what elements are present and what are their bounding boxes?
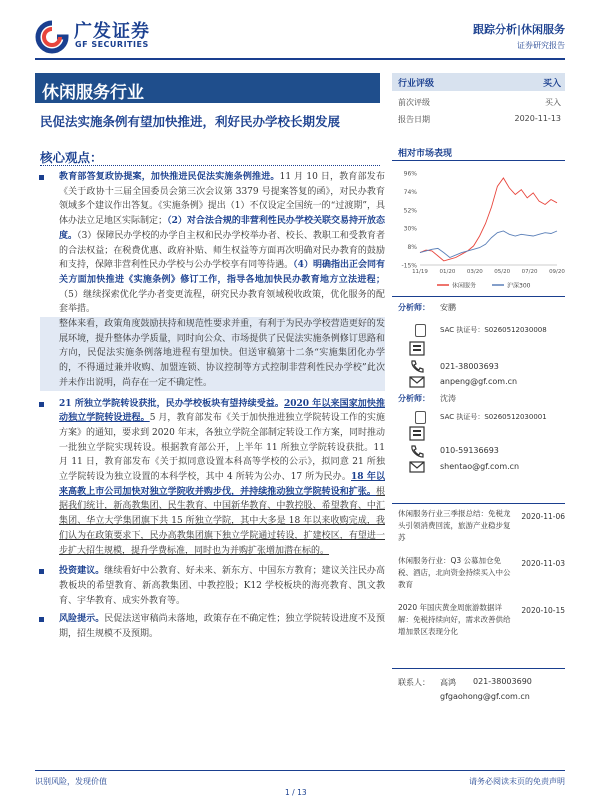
legend-label: 沪深300 (507, 282, 531, 290)
y-tick-label: 52% (403, 207, 417, 215)
paragraph-lead: 风险提示。 (59, 614, 105, 625)
related-report-date: 2020-11-06 (521, 512, 565, 521)
main-body (40, 170, 385, 642)
bullet-icon (39, 569, 44, 574)
paragraph-lead: 投资建议。 (59, 566, 105, 577)
analyst-role: 分析师： (398, 394, 430, 403)
paragraph-summary: 整体来看，政策角度鼓励扶持和规范性要求并重，有利于为民办学校营造更好的发展环境，提升整体办学质量，同时向公众、市场提供了民促法实施条例修订思路和方向，民促法实施条例落地进程有望加快。但送审稿第十二条“实施集团化办学的，不得通过兼并收购、加盟连锁、协议控制等方式控制非营利性民办学校”此次并未作出说明，尚存在一定不确定性。 (40, 317, 385, 391)
paragraph-lead: 21 所独立学院转设获批，民办学校板块有望持续受益。 (59, 398, 285, 409)
related-report-title[interactable]: 休闲服务行业三季报总结：免税龙头引领消费回流，旅游产业稳步复苏 (398, 509, 511, 542)
paragraph-text: 继续看好中公教育、好未来、新东方、中国东方教育；建议关注民办高教板块的希望教育、新高教集团、中教控股；K12 学校板块的海亮教育、凯文教育、宇华教育、成实外教育等。 (59, 566, 385, 606)
contact-phone: 021-38003690 (473, 677, 532, 686)
id-card-icon (409, 341, 425, 356)
y-tick-label: 30% (403, 225, 417, 233)
series-line (420, 178, 557, 261)
x-tick-label: 03/20 (466, 269, 483, 275)
prev-rating-value: 买入 (545, 98, 561, 107)
section-divider (392, 160, 565, 161)
y-tick-label: 96% (403, 170, 417, 178)
header-divider (35, 58, 565, 60)
paragraph-text: 民促法送审稿尚未落地，政策存在不确定性；独立学院转设进度不及预期，招生规模不及预期。 (59, 614, 385, 640)
y-tick-label: -15% (401, 262, 417, 270)
logo-english-text: GF SECURITIES (75, 40, 149, 49)
paragraph-investment (40, 564, 385, 608)
legend-label: 休闲服务 (452, 282, 477, 290)
section-divider (392, 668, 565, 669)
phone-icon (409, 444, 425, 459)
id-card-icon (409, 426, 425, 441)
report-title: 休闲服务行业 (42, 83, 144, 103)
rating-value: 买入 (542, 79, 561, 89)
paragraph-text: 5 月，教育部发布《关于加快推进独立学院转设工作的实施方案》的通知，要求到 2020 年末，各独立学院全部制定转设工作方案，同时推动一批独立学院实现转设。根据教育部公开，上半年 11 所独立学院转设获批。11 月 11 日，教育部发布《关于拟同意设置本科高等学校的公示》，拟同意 21 所独立学院转设为独立设置的本科学校，其中 4 所转为公办、17 所为民办。 (59, 413, 385, 483)
series-line (420, 231, 557, 258)
bullet-icon (39, 617, 44, 622)
section-divider (392, 503, 565, 504)
x-tick-label: 07/20 (521, 269, 538, 275)
x-tick-label: 01/20 (439, 269, 456, 275)
analyst-name: 沈涛 (440, 394, 456, 403)
paragraph-text: 根据我们统计，新高教集团、民生教育、中国新华教育、中教控股、希望教育、中汇集团、华立大学集团旗下共 15 所独立学院，其中大多是 18 年以来收购完成，我们认为在政策要求下，民办高教集团旗下独立学院通过转设，扩建校区，有望进一步扩大招生规模，提升学费标准，同时也为并购扩张增加潜在标的。 (59, 486, 385, 556)
paragraph-risk (40, 612, 385, 641)
related-report-date: 2020-11-03 (521, 559, 565, 568)
analyst-email: anpeng@gf.com.cn (440, 377, 518, 386)
core-views-heading: 核心观点： (40, 150, 103, 165)
paragraph-colleges (40, 397, 385, 559)
footer-divider (35, 770, 565, 771)
rating-label: 行业评级 (398, 79, 435, 89)
analyst-phone: 010-59136693 (440, 446, 499, 455)
analyst-sac: SAC 执证号：S0260512030001 (440, 413, 547, 421)
paragraph-emphasis: （4）明确指出正会同有关方面加快推进《实施条例》修订工作，指导各地加快民办教育地方立法进程； (59, 260, 385, 285)
contact-name: 高鸿 (440, 678, 456, 687)
relative-performance-chart (392, 165, 565, 293)
bullet-icon (39, 402, 44, 407)
x-tick-label: 11/19 (412, 269, 428, 275)
contact-label: 联系人： (398, 678, 430, 687)
footer-disclaimer: 请务必阅读末页的免责声明 (469, 777, 565, 786)
phone-icon (409, 359, 425, 374)
paragraph-text: （3）保障民办学校的办学自主权和民办学校举办者、校长、教职工和受教育者的合法权益；在税费优惠、政府补贴、师生权益等方面再次明确对民办教育的鼓励和支持，保障非营利性民办学校与公办学校享有同等待遇。 (59, 230, 385, 271)
gf-logo-icon (35, 20, 69, 54)
x-tick-label: 09/20 (549, 269, 565, 275)
report-category: 证券研究报告 (517, 41, 565, 50)
related-report-title[interactable]: 2020 年国庆黄金周旅游数据详解：免税持续向好，需求改善供给增加景区表现分化 (398, 603, 511, 636)
y-tick-label: 8% (407, 244, 417, 252)
heading-divider (40, 165, 380, 166)
email-icon (409, 376, 425, 388)
related-report-title[interactable]: 休闲服务行业：Q3 公募加仓免税、酒店，北向资金持续买入中公教育 (398, 556, 511, 589)
email-icon (409, 461, 425, 473)
analyst-phone: 021-38003693 (440, 362, 499, 371)
paragraph-lead: 教育部答复政协提案，加快推进民促法实施条例推进。 (59, 172, 280, 182)
badge-icon (415, 411, 426, 424)
x-tick-label: 05/20 (494, 269, 511, 275)
page-number: 1 / 13 (285, 788, 307, 797)
bullet-icon (39, 175, 44, 180)
market-chart-title: 相对市场表现 (398, 149, 453, 159)
report-date-label: 报告日期 (398, 115, 430, 124)
paragraph-emphasis: （2）对合法合规的非营利性民办学校关联交易持开放态度。 (59, 216, 385, 241)
paragraph-text: 11 月 10 日，教育部发布《关于政协十三届全国委员会第三次会议第 3379 号提案答复的函》，对民办教育领域多个建议作出答复。《实施条例》提出（1）不仅设定全国统一的“过渡期”，具体办法立足地区实际制定； (59, 172, 385, 227)
prev-rating-label: 前次评级 (398, 98, 430, 107)
analyst-name: 安鹏 (440, 303, 456, 312)
paragraph-emphasis: 2020 年以来国家加快推动独立学院转设进程。 (59, 398, 385, 424)
paragraph-text: （5）继续探索优化学办者变更流程，研究民办教育领域税收政策，优化服务的配套举措。 (59, 289, 385, 315)
y-tick-label: 74% (403, 188, 417, 196)
logo-text: 广发证券 (74, 21, 150, 42)
contact-email: gfgaohong@gf.com.cn (440, 692, 530, 701)
badge-icon (415, 324, 426, 337)
footer-slogan: 识别风险，发现价值 (35, 777, 107, 786)
report-date-value: 2020-11-13 (514, 114, 561, 123)
paragraph-emphasis: 18 年以来高教上市公司加快对独立学院收并购步伐，并持续推动独立学院转设和扩张。 (59, 472, 385, 497)
report-subtitle: 民促法实施条例有望加快推进，利好民办学校长期发展 (40, 114, 341, 129)
section-divider (392, 296, 565, 297)
related-report-date: 2020-10-15 (521, 606, 565, 615)
report-type: 跟踪分析|休闲服务 (472, 23, 565, 36)
analyst-email: shentao@gf.com.cn (440, 462, 520, 471)
analyst-role: 分析师： (398, 303, 430, 312)
paragraph-policy (40, 170, 385, 317)
analyst-sac: SAC 执证号：S0260512030008 (440, 326, 547, 334)
